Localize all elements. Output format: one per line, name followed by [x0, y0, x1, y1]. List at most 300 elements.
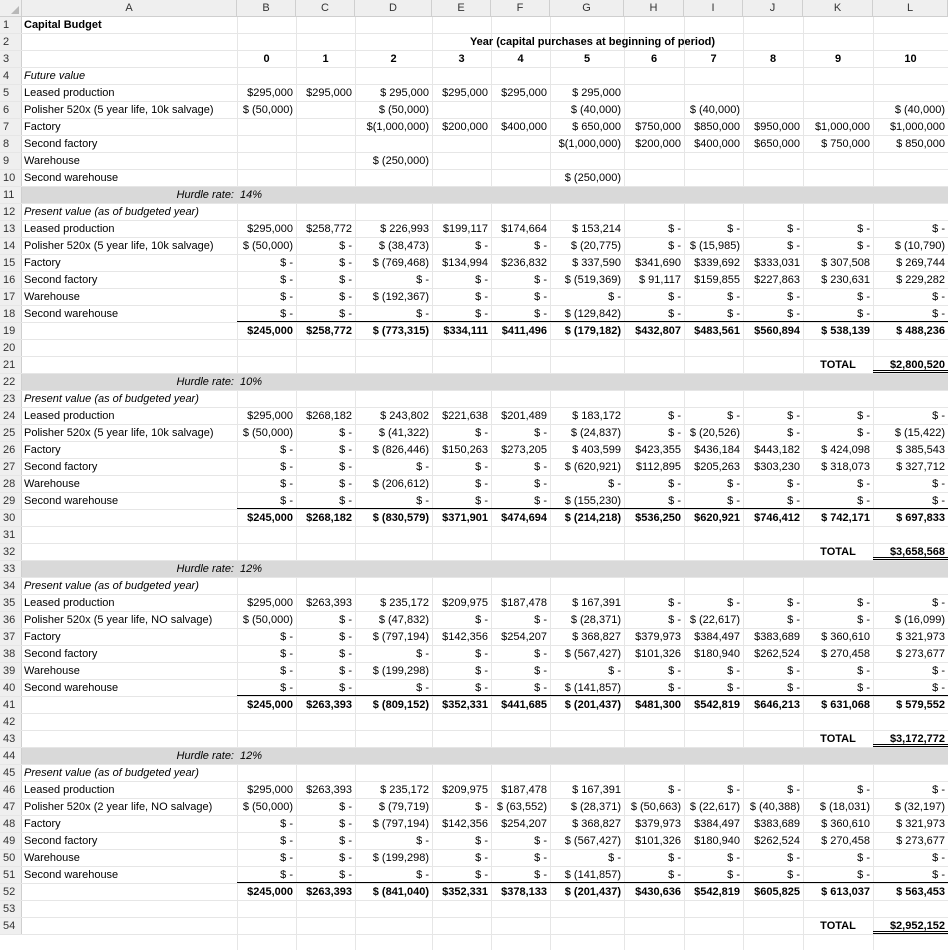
sheet-row[interactable] [0, 408, 948, 425]
sheet-row[interactable] [0, 221, 948, 238]
value-cell[interactable]: $ (250,000) [372, 155, 429, 167]
row-header[interactable]: 48 [0, 816, 22, 832]
value-cell[interactable]: $ (10,790) [894, 240, 945, 252]
value-cell[interactable]: $ - [491, 680, 550, 696]
value-cell[interactable]: $334,111 [443, 325, 488, 337]
value-cell[interactable]: $ 91,117 [638, 274, 681, 286]
value-cell[interactable]: $ 321,973 [896, 818, 945, 830]
value-cell[interactable]: $620,921 [694, 512, 740, 524]
value-cell[interactable]: $646,213 [754, 699, 800, 711]
value-cell[interactable]: $ - [668, 427, 681, 439]
value-cell[interactable]: $383,689 [754, 818, 800, 830]
value-cell[interactable]: $ (206,612) [372, 478, 429, 490]
value-cell[interactable]: $ (38,473) [378, 240, 429, 252]
value-cell[interactable]: $ - [668, 852, 681, 864]
value-cell[interactable]: $750,000 [635, 121, 681, 133]
value-cell[interactable]: $ - [787, 223, 800, 235]
value-cell[interactable]: $ - [684, 306, 743, 322]
value-cell[interactable] [296, 170, 355, 186]
row-label[interactable]: Factory [24, 257, 61, 269]
value-cell[interactable]: $ - [932, 291, 945, 303]
value-cell[interactable]: $ - [787, 240, 800, 252]
value-cell[interactable]: $ 750,000 [821, 138, 870, 150]
value-cell[interactable]: $ (620,921) [564, 461, 621, 473]
sheet-row[interactable] [0, 748, 948, 765]
row-header[interactable]: 16 [0, 272, 22, 288]
value-cell[interactable]: $ - [237, 493, 296, 509]
year-header[interactable]: Year (capital purchases at beginning of period) [469, 36, 716, 48]
value-cell[interactable]: $ (826,446) [372, 444, 429, 456]
value-cell[interactable]: $209,975 [442, 597, 488, 609]
value-cell[interactable]: $ - [432, 306, 491, 322]
value-cell[interactable]: $ - [803, 493, 873, 509]
sheet-row[interactable] [0, 459, 948, 476]
value-cell[interactable]: $134,994 [442, 257, 488, 269]
value-cell[interactable]: $ - [932, 478, 945, 490]
value-cell[interactable]: $ - [873, 680, 948, 696]
total-label[interactable]: TOTAL [820, 920, 856, 932]
value-cell[interactable]: $ - [339, 427, 352, 439]
value-cell[interactable]: $ 295,000 [572, 87, 621, 99]
sheet-row[interactable] [0, 17, 948, 34]
value-cell[interactable] [743, 85, 803, 101]
value-cell[interactable]: $209,975 [442, 784, 488, 796]
row-header[interactable]: 15 [0, 255, 22, 271]
value-cell[interactable]: $ (40,000) [894, 104, 945, 116]
value-cell[interactable] [237, 119, 296, 135]
value-cell[interactable]: $ (40,000) [570, 104, 621, 116]
value-cell[interactable]: $ - [339, 291, 352, 303]
value-cell[interactable] [624, 153, 684, 169]
value-cell[interactable]: $ (809,152) [372, 699, 429, 711]
value-cell[interactable]: $ - [280, 835, 293, 847]
value-cell[interactable]: $ - [932, 223, 945, 235]
row-label[interactable]: Polisher 520x (5 year life, 10k salvage) [24, 240, 214, 252]
value-cell[interactable]: $378,133 [501, 886, 547, 898]
row-header[interactable]: 41 [0, 697, 22, 713]
row-label[interactable]: Leased production [24, 784, 115, 796]
value-cell[interactable]: $ - [280, 631, 293, 643]
sheet-row[interactable] [0, 918, 948, 935]
value-cell[interactable]: $ (22,617) [689, 801, 740, 813]
row-header[interactable]: 36 [0, 612, 22, 628]
value-cell[interactable] [873, 170, 948, 186]
row-header[interactable]: 43 [0, 731, 22, 747]
year-9[interactable]: 9 [834, 53, 842, 65]
value-cell[interactable] [684, 170, 743, 186]
value-cell[interactable]: $950,000 [754, 121, 800, 133]
value-cell[interactable]: $ - [339, 852, 352, 864]
value-cell[interactable]: $(1,000,000) [366, 121, 429, 133]
row-label[interactable]: Leased production [24, 87, 115, 99]
row-header[interactable]: 49 [0, 833, 22, 849]
row-header[interactable]: 7 [0, 119, 22, 135]
sheet-row[interactable] [0, 289, 948, 306]
row-header[interactable]: 54 [0, 918, 22, 934]
value-cell[interactable]: $1,000,000 [889, 121, 945, 133]
value-cell[interactable]: $ (830,579) [372, 512, 429, 524]
row-header[interactable]: 2 [0, 34, 22, 50]
value-cell[interactable]: $ - [624, 867, 684, 883]
value-cell[interactable]: $254,207 [501, 818, 547, 830]
value-cell[interactable]: $ - [743, 493, 803, 509]
total-label[interactable]: TOTAL [820, 359, 856, 371]
row-header[interactable]: 10 [0, 170, 22, 186]
value-cell[interactable]: $ - [727, 784, 740, 796]
value-cell[interactable]: $ - [432, 680, 491, 696]
value-cell[interactable]: $ - [475, 427, 488, 439]
value-cell[interactable]: $ (250,000) [564, 172, 621, 184]
row-label[interactable]: Leased production [24, 223, 115, 235]
sheet-row[interactable] [0, 544, 948, 561]
present-value-label[interactable]: Present value (as of budgeted year) [24, 580, 199, 592]
value-cell[interactable]: $ - [534, 427, 547, 439]
row-label[interactable]: Warehouse [24, 665, 80, 677]
value-cell[interactable]: $ (22,617) [689, 614, 740, 626]
value-cell[interactable] [491, 153, 550, 169]
value-cell[interactable]: $371,901 [442, 512, 488, 524]
row-header[interactable]: 35 [0, 595, 22, 611]
row-header[interactable]: 33 [0, 561, 22, 577]
value-cell[interactable]: $ - [727, 291, 740, 303]
value-cell[interactable]: $ - [787, 478, 800, 490]
value-cell[interactable]: $ - [932, 852, 945, 864]
value-cell[interactable]: $174,664 [501, 223, 547, 235]
value-cell[interactable]: $430,636 [635, 886, 681, 898]
value-cell[interactable]: $200,000 [635, 138, 681, 150]
row-label[interactable]: Second factory [24, 835, 98, 847]
value-cell[interactable]: $ - [932, 410, 945, 422]
year-4[interactable]: 4 [517, 53, 524, 65]
value-cell[interactable]: $ 368,827 [572, 631, 621, 643]
value-cell[interactable]: $ - [475, 852, 488, 864]
row-header[interactable]: 1 [0, 17, 22, 33]
value-cell[interactable]: $ - [608, 852, 621, 864]
value-cell[interactable]: $ 295,000 [380, 87, 429, 99]
value-cell[interactable] [803, 85, 873, 101]
value-cell[interactable]: $ (155,230) [550, 493, 624, 509]
value-cell[interactable]: $ (20,775) [570, 240, 621, 252]
value-cell[interactable]: $200,000 [442, 121, 488, 133]
value-cell[interactable]: $ 368,827 [572, 818, 621, 830]
value-cell[interactable]: $ 226,993 [380, 223, 429, 235]
value-cell[interactable]: $ - [416, 835, 429, 847]
column-header-j[interactable]: J [743, 0, 803, 17]
total-value[interactable]: $2,800,520 [873, 357, 948, 373]
row-header[interactable]: 4 [0, 68, 22, 84]
value-cell[interactable]: $ - [475, 648, 488, 660]
value-cell[interactable]: $ - [857, 240, 870, 252]
value-cell[interactable]: $273,205 [501, 444, 547, 456]
row-header[interactable]: 20 [0, 340, 22, 356]
value-cell[interactable]: $ - [668, 597, 681, 609]
value-cell[interactable]: $ - [727, 852, 740, 864]
value-cell[interactable] [550, 153, 624, 169]
sheet-row[interactable] [0, 204, 948, 221]
value-cell[interactable]: $ - [684, 680, 743, 696]
present-value-label[interactable]: Present value (as of budgeted year) [24, 206, 199, 218]
value-cell[interactable]: $ (15,985) [689, 240, 740, 252]
value-cell[interactable]: $295,000 [247, 597, 293, 609]
value-cell[interactable]: $ (192,367) [372, 291, 429, 303]
value-cell[interactable]: $ - [624, 493, 684, 509]
value-cell[interactable]: $205,263 [694, 461, 740, 473]
row-label[interactable]: Warehouse [24, 291, 80, 303]
column-header-c[interactable]: C [296, 0, 355, 17]
value-cell[interactable]: $ - [668, 784, 681, 796]
value-cell[interactable]: $ - [237, 306, 296, 322]
row-header[interactable]: 47 [0, 799, 22, 815]
sheet-row[interactable] [0, 255, 948, 272]
value-cell[interactable]: $542,819 [694, 699, 740, 711]
value-cell[interactable]: $411,496 [501, 325, 547, 337]
value-cell[interactable]: $ (20,526) [689, 427, 740, 439]
row-header[interactable]: 29 [0, 493, 22, 509]
value-cell[interactable]: $ 563,453 [896, 886, 945, 898]
value-cell[interactable]: $ (47,832) [378, 614, 429, 626]
value-cell[interactable]: $ - [355, 867, 432, 883]
row-header[interactable]: 50 [0, 850, 22, 866]
value-cell[interactable]: $ (50,000) [242, 104, 293, 116]
value-cell[interactable]: $ - [339, 444, 352, 456]
value-cell[interactable]: $ (41,322) [378, 427, 429, 439]
year-6[interactable]: 6 [650, 53, 658, 65]
value-cell[interactable]: $ - [339, 257, 352, 269]
value-cell[interactable]: $ - [787, 665, 800, 677]
row-header[interactable]: 13 [0, 221, 22, 237]
value-cell[interactable]: $ - [624, 680, 684, 696]
value-cell[interactable]: $423,355 [635, 444, 681, 456]
value-cell[interactable]: $ 613,037 [821, 886, 870, 898]
value-cell[interactable]: $ - [432, 867, 491, 883]
sheet-row[interactable] [0, 170, 948, 187]
value-cell[interactable]: $ (50,000) [242, 427, 293, 439]
row-header[interactable]: 3 [0, 51, 22, 67]
value-cell[interactable] [684, 85, 743, 101]
value-cell[interactable]: $ - [787, 427, 800, 439]
sheet-row[interactable] [0, 374, 948, 391]
value-cell[interactable]: $ (199,298) [372, 852, 429, 864]
present-value-label[interactable]: Present value (as of budgeted year) [24, 393, 199, 405]
sheet-row[interactable] [0, 867, 948, 884]
row-header[interactable]: 30 [0, 510, 22, 526]
value-cell[interactable]: $ - [339, 240, 352, 252]
sheet-row[interactable] [0, 714, 948, 731]
row-header[interactable]: 45 [0, 765, 22, 781]
total-value[interactable]: $2,952,152 [873, 918, 948, 934]
value-cell[interactable]: $295,000 [247, 410, 293, 422]
value-cell[interactable]: $ (50,000) [242, 240, 293, 252]
value-cell[interactable]: $ - [873, 493, 948, 509]
value-cell[interactable]: $ - [787, 784, 800, 796]
value-cell[interactable] [355, 136, 432, 152]
value-cell[interactable]: $ (40,000) [689, 104, 740, 116]
sheet-row[interactable] [0, 102, 948, 119]
value-cell[interactable]: $295,000 [247, 223, 293, 235]
value-cell[interactable]: $1,000,000 [814, 121, 870, 133]
value-cell[interactable]: $ - [339, 665, 352, 677]
column-header-g[interactable]: G [550, 0, 624, 17]
value-cell[interactable]: $ - [668, 410, 681, 422]
value-cell[interactable]: $ - [668, 223, 681, 235]
value-cell[interactable]: $ (797,194) [372, 631, 429, 643]
value-cell[interactable]: $ 742,171 [821, 512, 870, 524]
value-cell[interactable]: $ - [857, 291, 870, 303]
value-cell[interactable]: $ 269,744 [896, 257, 945, 269]
value-cell[interactable]: $ - [857, 665, 870, 677]
value-cell[interactable]: $245,000 [247, 325, 293, 337]
row-label[interactable]: Leased production [24, 597, 115, 609]
total-value[interactable]: $3,172,772 [873, 731, 948, 747]
value-cell[interactable]: $ - [857, 427, 870, 439]
value-cell[interactable]: $ 850,000 [896, 138, 945, 150]
column-header-k[interactable]: K [803, 0, 873, 17]
row-header[interactable]: 11 [0, 187, 22, 203]
sheet-row[interactable] [0, 782, 948, 799]
value-cell[interactable]: $ - [296, 867, 355, 883]
value-cell[interactable]: $295,000 [501, 87, 547, 99]
value-cell[interactable]: $ - [743, 867, 803, 883]
row-label[interactable]: Polisher 520x (2 year life, NO salvage) [24, 801, 213, 813]
value-cell[interactable]: $ 183,172 [572, 410, 621, 422]
value-cell[interactable]: $ (129,842) [550, 306, 624, 322]
row-header[interactable]: 52 [0, 884, 22, 900]
value-cell[interactable]: $187,478 [501, 784, 547, 796]
row-header[interactable]: 53 [0, 901, 22, 917]
value-cell[interactable]: $227,863 [754, 274, 800, 286]
value-cell[interactable]: $ (199,298) [372, 665, 429, 677]
row-label[interactable]: Warehouse [24, 478, 80, 490]
value-cell[interactable]: $ - [857, 410, 870, 422]
value-cell[interactable]: $ (841,040) [372, 886, 429, 898]
value-cell[interactable]: $ (16,099) [894, 614, 945, 626]
value-cell[interactable]: $ - [787, 852, 800, 864]
value-cell[interactable]: $ 579,552 [896, 699, 945, 711]
value-cell[interactable]: $ - [416, 648, 429, 660]
row-header[interactable]: 39 [0, 663, 22, 679]
year-10[interactable]: 10 [904, 53, 917, 65]
row-label[interactable]: Warehouse [24, 155, 80, 167]
value-cell[interactable]: $ 650,000 [572, 121, 621, 133]
value-cell[interactable]: $ 318,073 [821, 461, 870, 473]
value-cell[interactable]: $ - [787, 597, 800, 609]
sheet-row[interactable] [0, 340, 948, 357]
sheet-title[interactable]: Capital Budget [24, 19, 102, 31]
column-header-d[interactable]: D [355, 0, 432, 17]
value-cell[interactable]: $379,973 [635, 818, 681, 830]
value-cell[interactable]: $ (50,000) [242, 801, 293, 813]
value-cell[interactable]: $ - [280, 818, 293, 830]
value-cell[interactable]: $ 385,543 [896, 444, 945, 456]
value-cell[interactable]: $ - [280, 478, 293, 490]
value-cell[interactable]: $ (567,427) [564, 835, 621, 847]
value-cell[interactable]: $ - [280, 461, 293, 473]
value-cell[interactable]: $ - [491, 493, 550, 509]
value-cell[interactable]: $ - [743, 680, 803, 696]
value-cell[interactable] [237, 136, 296, 152]
value-cell[interactable]: $483,561 [694, 325, 740, 337]
value-cell[interactable]: $ - [727, 410, 740, 422]
value-cell[interactable]: $180,940 [694, 835, 740, 847]
value-cell[interactable]: $263,393 [306, 784, 352, 796]
value-cell[interactable]: $262,524 [754, 835, 800, 847]
value-cell[interactable]: $ 360,610 [821, 818, 870, 830]
row-header[interactable]: 27 [0, 459, 22, 475]
value-cell[interactable]: $ - [857, 784, 870, 796]
value-cell[interactable]: $ - [534, 240, 547, 252]
sheet-row[interactable] [0, 833, 948, 850]
value-cell[interactable]: $ - [339, 614, 352, 626]
row-label[interactable]: Polisher 520x (5 year life, NO salvage) [24, 614, 213, 626]
value-cell[interactable]: $201,489 [501, 410, 547, 422]
value-cell[interactable]: $268,182 [306, 410, 352, 422]
value-cell[interactable]: $236,832 [501, 257, 547, 269]
row-header[interactable]: 46 [0, 782, 22, 798]
value-cell[interactable]: $ - [475, 274, 488, 286]
value-cell[interactable]: $ (201,437) [564, 886, 621, 898]
value-cell[interactable]: $ - [668, 665, 681, 677]
value-cell[interactable]: $ 235,172 [380, 597, 429, 609]
total-label[interactable]: TOTAL [820, 733, 856, 745]
value-cell[interactable]: $268,182 [306, 512, 352, 524]
row-label[interactable]: Second factory [24, 274, 98, 286]
row-header[interactable]: 37 [0, 629, 22, 645]
year-3[interactable]: 3 [458, 53, 465, 65]
value-cell[interactable] [803, 102, 873, 118]
row-label[interactable]: Leased production [24, 410, 115, 422]
value-cell[interactable]: $436,184 [694, 444, 740, 456]
row-header[interactable]: 28 [0, 476, 22, 492]
select-all-corner[interactable] [0, 0, 22, 17]
value-cell[interactable]: $ - [475, 835, 488, 847]
column-header-h[interactable]: H [624, 0, 684, 17]
sheet-row[interactable] [0, 68, 948, 85]
value-cell[interactable]: $ - [684, 493, 743, 509]
value-cell[interactable]: $258,772 [306, 325, 352, 337]
value-cell[interactable]: $379,973 [635, 631, 681, 643]
value-cell[interactable]: $ - [608, 478, 621, 490]
sheet-row[interactable] [0, 85, 948, 102]
sheet-row[interactable] [0, 850, 948, 867]
value-cell[interactable]: $295,000 [442, 87, 488, 99]
row-label[interactable]: Factory [24, 818, 61, 830]
value-cell[interactable]: $142,356 [442, 818, 488, 830]
value-cell[interactable]: $ - [787, 410, 800, 422]
column-header-f[interactable]: F [491, 0, 550, 17]
value-cell[interactable]: $295,000 [247, 87, 293, 99]
value-cell[interactable] [432, 170, 491, 186]
value-cell[interactable]: $ - [491, 306, 550, 322]
value-cell[interactable]: $ - [475, 461, 488, 473]
value-cell[interactable] [296, 102, 355, 118]
value-cell[interactable]: $ - [280, 665, 293, 677]
value-cell[interactable]: $ - [280, 852, 293, 864]
value-cell[interactable] [743, 153, 803, 169]
sheet-row[interactable] [0, 884, 948, 901]
value-cell[interactable]: $333,031 [754, 257, 800, 269]
sheet-row[interactable] [0, 612, 948, 629]
sheet-row[interactable] [0, 357, 948, 374]
column-header-l[interactable]: L [873, 0, 948, 17]
sheet-row[interactable] [0, 697, 948, 714]
value-cell[interactable] [743, 170, 803, 186]
hurdle-rate-value[interactable]: 12% [240, 563, 263, 575]
value-cell[interactable]: $ - [355, 306, 432, 322]
value-cell[interactable]: $ (18,031) [819, 801, 870, 813]
value-cell[interactable]: $ (214,218) [564, 512, 621, 524]
value-cell[interactable]: $ - [608, 291, 621, 303]
value-cell[interactable]: $ 403,599 [572, 444, 621, 456]
